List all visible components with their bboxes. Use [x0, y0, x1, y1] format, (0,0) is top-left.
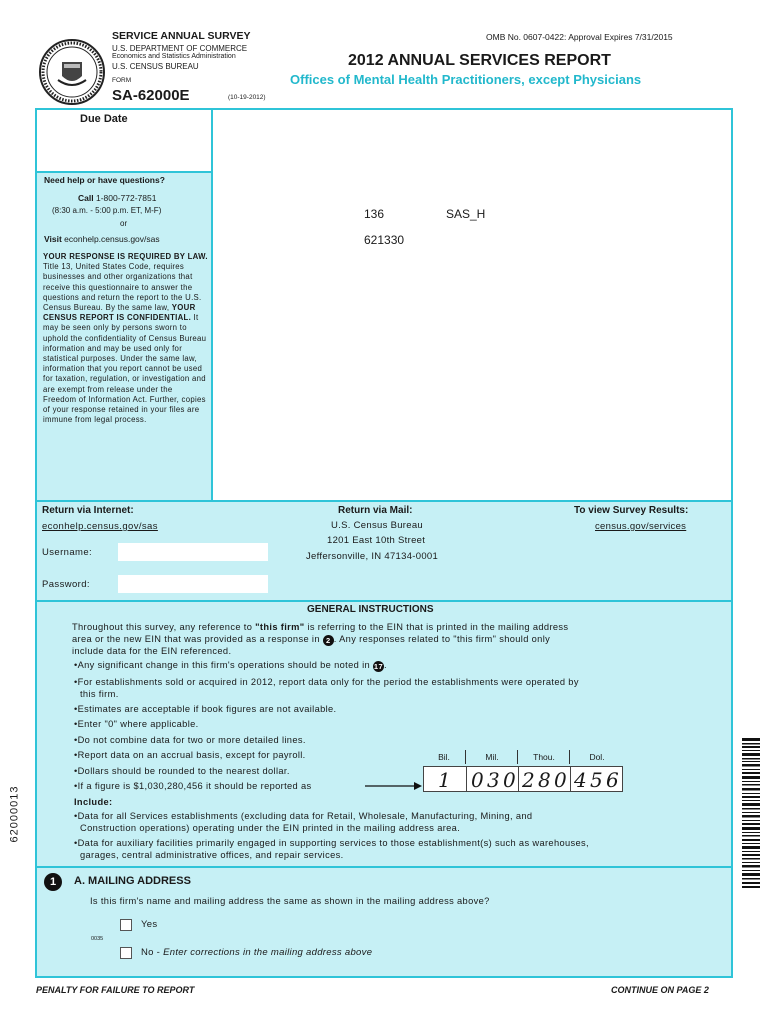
example-digit: 3 [487, 768, 500, 792]
survey-name: SERVICE ANNUAL SURVEY [112, 30, 251, 42]
form-label: FORM [112, 77, 132, 84]
return-internet-link[interactable]: econhelp.census.gov/sas [42, 521, 158, 532]
unit-label-mil: Mil. [465, 750, 518, 764]
naics-code: 621330 [364, 233, 405, 247]
intro-line2-a: area or the new EIN that was provided as a response in [72, 634, 323, 644]
example-unit-labels [423, 750, 623, 764]
call-label: Call [78, 193, 94, 203]
include-bullet-1b: Construction operations) operating under the EIN printed in the mailing address area. [80, 823, 461, 833]
help-hours: (8:30 a.m. - 5:00 p.m. ET, M-F) [52, 206, 162, 215]
digit-separator [466, 767, 467, 791]
survey-results-link[interactable]: census.gov/services [595, 521, 687, 532]
form-number: SA-62000E [112, 87, 190, 104]
include-bullet-1: •Data for all Services establishments (excluding data for Retail, Wholesale, Manufacturing, Mining, and [74, 811, 533, 821]
instruction-bullet-2b: this firm. [80, 689, 119, 699]
general-instructions-title: GENERAL INSTRUCTIONS [307, 604, 434, 615]
bureau-name: U.S. CENSUS BUREAU [112, 62, 199, 71]
unit-label-dol: Dol. [569, 750, 624, 764]
intro-text-a: Throughout this survey, any reference to [72, 622, 256, 632]
password-field[interactable] [118, 575, 268, 593]
instruction-bullet-3: •Estimates are acceptable if book figures are not available. [74, 704, 337, 714]
no-label [141, 947, 372, 958]
help-visit [44, 234, 160, 244]
mail-address-line2: 1201 East 10th Street [327, 535, 426, 546]
legal-confidential-heading: YOUR CENSUS REPORT IS CONFIDENTIAL. [43, 303, 196, 323]
example-digit: 2 [522, 768, 535, 792]
legal-required-heading: YOUR RESPONSE IS REQUIRED BY LAW. [43, 252, 208, 261]
visit-link[interactable]: econhelp.census.gov/sas [64, 234, 160, 244]
return-internet-title: Return via Internet: [42, 505, 134, 516]
example-digit: 4 [574, 768, 587, 792]
include-bullet-2b: garages, central administrative offices, and repair services. [80, 850, 344, 860]
survey-code: SAS_H [446, 207, 486, 221]
instructions-intro-line2 [72, 634, 550, 646]
arrow-right-icon [365, 780, 423, 792]
department-name: U.S. DEPARTMENT OF COMMERCE [112, 44, 248, 53]
instruction-bullet-1: •Any significant change in this firm's operations should be noted in 17. [74, 660, 387, 671]
form-date: (10-19-2012) [228, 94, 266, 101]
example-digit: 0 [554, 768, 567, 792]
yes-checkbox[interactable] [120, 919, 132, 931]
no-label-text: No - [141, 947, 164, 958]
census-seal-logo [38, 38, 106, 106]
item-17-ref-icon: 17 [373, 662, 383, 671]
report-subtitle: Offices of Mental Health Practitioners, except Physicians [290, 72, 642, 87]
administration-name: Economics and Statistics Administration [112, 53, 236, 60]
yes-label: Yes [141, 919, 158, 930]
instruction-bullet-4: •Enter "0" where applicable. [74, 719, 199, 729]
example-digit: 0 [503, 768, 516, 792]
mail-address-line3: Jeffersonville, IN 47134-0001 [306, 551, 439, 562]
item-2-ref-icon: 2 [323, 635, 334, 646]
report-title: 2012 ANNUAL SERVICES REPORT [348, 52, 611, 69]
instruction-bullet-2: •For establishments sold or acquired in 2012, report data only for the period the establishments were operated by [74, 677, 579, 687]
help-call [78, 193, 156, 203]
example-digit: 8 [538, 768, 551, 792]
due-date-title: Due Date [80, 113, 128, 125]
username-field[interactable] [118, 543, 268, 561]
mailing-address-title: A. MAILING ADDRESS [74, 875, 191, 887]
instructions-intro-line3: include data for the EIN referenced. [72, 646, 232, 656]
item-code: 0035 [91, 936, 104, 942]
no-checkbox[interactable] [120, 947, 132, 959]
instruction-bullet-5: •Do not combine data for two or more detailed lines. [74, 735, 306, 745]
barcode-icon [742, 738, 760, 888]
instruction-bullet-6: •Report data on an accrual basis, except for payroll. [74, 750, 306, 760]
example-figure-box [423, 766, 623, 792]
unit-label-thou: Thou. [517, 750, 570, 764]
respondent-id: 136 [364, 207, 385, 221]
help-or: or [120, 219, 128, 228]
side-form-code: 62000013 [8, 785, 21, 843]
legal-notice-text [43, 252, 208, 425]
password-label: Password: [42, 579, 90, 590]
instruction-bullet-7: •Dollars should be rounded to the nearest dollar. [74, 766, 290, 776]
intro-this-firm: "this firm" [255, 622, 305, 632]
instructions-intro-line1 [72, 622, 568, 634]
call-number: 1-800-772-7851 [95, 193, 157, 203]
example-digit: 0 [471, 768, 484, 792]
legal-confidential-text: It may be seen only by persons sworn to uphold the confidentiality of Census Bureau information and may be used only for statistical purposes. Under the same law, information that you report cannot be used for taxation, regulation, or investigation and are exempt from release under the Freedom of Information Act. Further, copies of your response retained in your files are immune from legal process. [43, 313, 207, 425]
include-title: Include: [74, 797, 113, 807]
continue-footer: CONTINUE ON PAGE 2 [611, 985, 709, 995]
penalty-footer: PENALTY FOR FAILURE TO REPORT [36, 985, 195, 995]
item-1-number-icon: 1 [44, 873, 62, 891]
intro-line2-b: . Any responses related to "this firm" should only [333, 634, 551, 644]
return-mail-title: Return via Mail: [338, 505, 413, 516]
help-title: Need help or have questions? [44, 175, 165, 185]
include-bullet-2: •Data for auxiliary facilities primarily engaged in supporting services to those establishment(s) such as warehouses, [74, 838, 589, 848]
legal-required-text: Title 13, United States Code, requires businesses and other organizations that receive this questionnaire to answer the questions and return the report to the U.S. Census Bureau. By the same law, [43, 262, 202, 313]
no-label-instruction: Enter corrections in the mailing address above [163, 947, 373, 958]
unit-label-bil: Bil. [438, 752, 450, 762]
mail-address-line1: U.S. Census Bureau [331, 520, 423, 531]
omb-approval: OMB No. 0607-0422: Approval Expires 7/31/2015 [486, 32, 673, 42]
visit-label: Visit [44, 234, 62, 244]
digit-separator [518, 767, 519, 791]
username-label: Username: [42, 547, 93, 558]
survey-results-title: To view Survey Results: [574, 505, 689, 516]
intro-text-b: is referring to the EIN that is printed in the mailing address [304, 622, 569, 632]
example-digit: 5 [590, 768, 603, 792]
digit-separator [570, 767, 571, 791]
instruction-bullet-8: •If a figure is $1,030,280,456 it should be reported as [74, 781, 312, 791]
bullet-1-text: •Any significant change in this firm's operations should be noted in [74, 660, 373, 670]
mailing-address-question: Is this firm's name and mailing address the same as shown in the mailing address above? [90, 896, 490, 906]
example-digit: 6 [606, 768, 619, 792]
example-digit: 1 [438, 768, 451, 792]
